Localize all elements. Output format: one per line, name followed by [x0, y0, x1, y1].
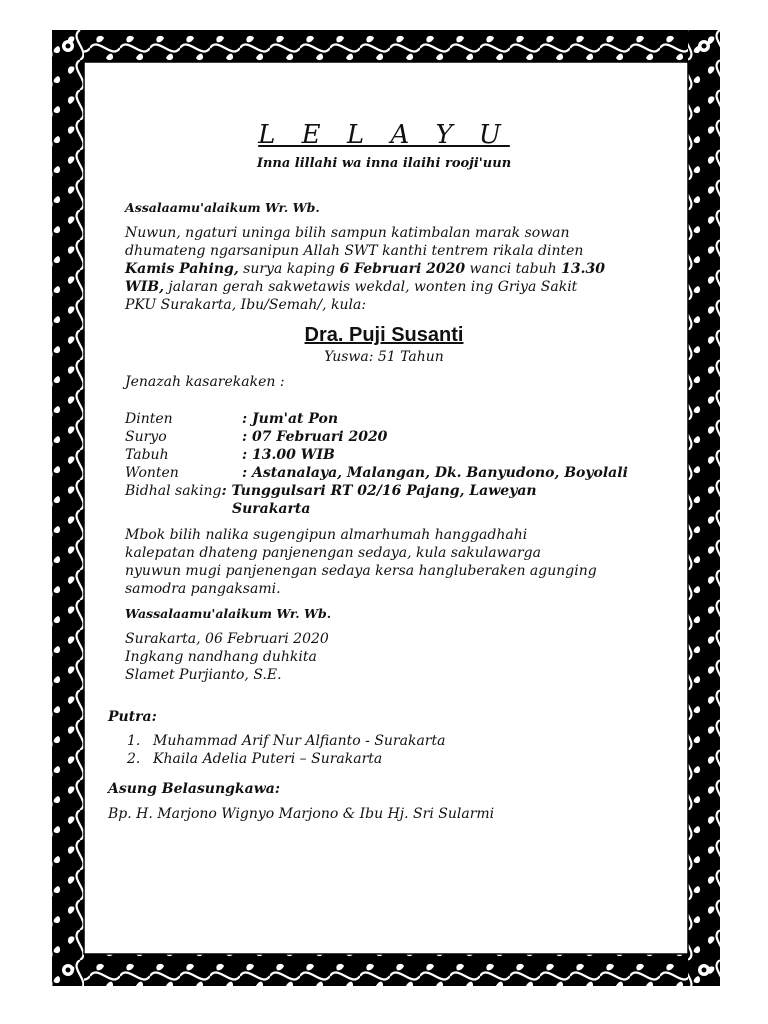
deceased-age: Yuswa: 51 Tahun [324, 349, 444, 365]
time-zone: WIB, [125, 279, 164, 295]
death-day: Kamis Pahing, [125, 261, 239, 277]
detail-label-date: Suryo [125, 429, 167, 445]
closing-greeting: Wassalaamu'alaikum Wr. Wb. [125, 606, 332, 621]
funeral-intro: Jenazah kasarekaken : [125, 374, 285, 390]
death-time: 13.30 [561, 261, 605, 277]
signature-role: Ingkang nandhang duhkita [125, 649, 317, 665]
condolence-heading: Asung Belasungkawa: [108, 781, 280, 797]
child-number: 2. [127, 751, 141, 767]
detail-value-day: : Jum'at Pon [242, 411, 339, 427]
intro-text: jalaran gerah sakwetawis wekdal, wonten ing Griya Sakit [163, 279, 578, 295]
apology-line-1: Mbok bilih nalika sugengipun almarhumah hanggadhahi [125, 527, 528, 543]
intro-line-5: PKU Surakarta, Ibu/Semah/, kula: [125, 297, 367, 313]
child-name: Khaila Adelia Puteri – Surakarta [153, 751, 383, 767]
intro-line-4 [125, 278, 660, 296]
detail-value-date: : 07 Februari 2020 [242, 429, 388, 445]
detail-label-day: Dinten [125, 411, 173, 427]
departure-label: Bidhal saking [125, 483, 222, 499]
intro-line-3 [125, 260, 660, 278]
notice-subtitle: Inna lillahi wa inna ilaihi rooji'uun [256, 156, 512, 171]
greeting: Assalaamu'alaikum Wr. Wb. [125, 200, 320, 215]
detail-value-place: : Astanalaya, Malangan, Dk. Banyudono, Boyolali [242, 465, 628, 481]
signature-place-date: Surakarta, 06 Februari 2020 [125, 631, 329, 647]
child-name: Muhammad Arif Nur Alfianto - Surakarta [153, 733, 446, 749]
detail-value-time: : 13.00 WIB [242, 447, 335, 463]
departure-value-line2: Surakarta [232, 501, 311, 517]
deceased-name: Dra. Puji Susanti [304, 324, 464, 346]
death-date: 6 Februari 2020 [339, 261, 466, 277]
intro-text: surya kaping [238, 261, 340, 277]
detail-label-time: Tabuh [125, 447, 169, 463]
apology-line-3: nyuwun mugi panjenengan sedaya kersa hangluberaken agunging [125, 563, 597, 579]
apology-line-4: samodra pangaksami. [125, 581, 281, 597]
apology-line-2: kalepatan dhateng panjenengan sedaya, kula sakulawarga [125, 545, 541, 561]
detail-label-departure [125, 483, 537, 499]
signature-name: Slamet Purjianto, S.E. [125, 667, 282, 683]
children-heading: Putra: [108, 709, 157, 725]
intro-text: wanci tabuh [465, 261, 562, 277]
detail-label-place: Wonten [125, 465, 179, 481]
condolence-text: Bp. H. Marjono Wignyo Marjono & Ibu Hj. Sri Sularmi [108, 806, 495, 822]
departure-value: : Tunggulsari RT 02/16 Pajang, Laweyan [221, 483, 537, 499]
child-number: 1. [127, 733, 141, 749]
intro-line-2: dhumateng ngarsanipun Allah SWT kanthi tentrem rikala dinten [125, 243, 584, 259]
intro-line-1: Nuwun, ngaturi uninga bilih sampun katimbalan marak sowan [125, 225, 570, 241]
notice-title: L E L A Y U [258, 120, 510, 150]
